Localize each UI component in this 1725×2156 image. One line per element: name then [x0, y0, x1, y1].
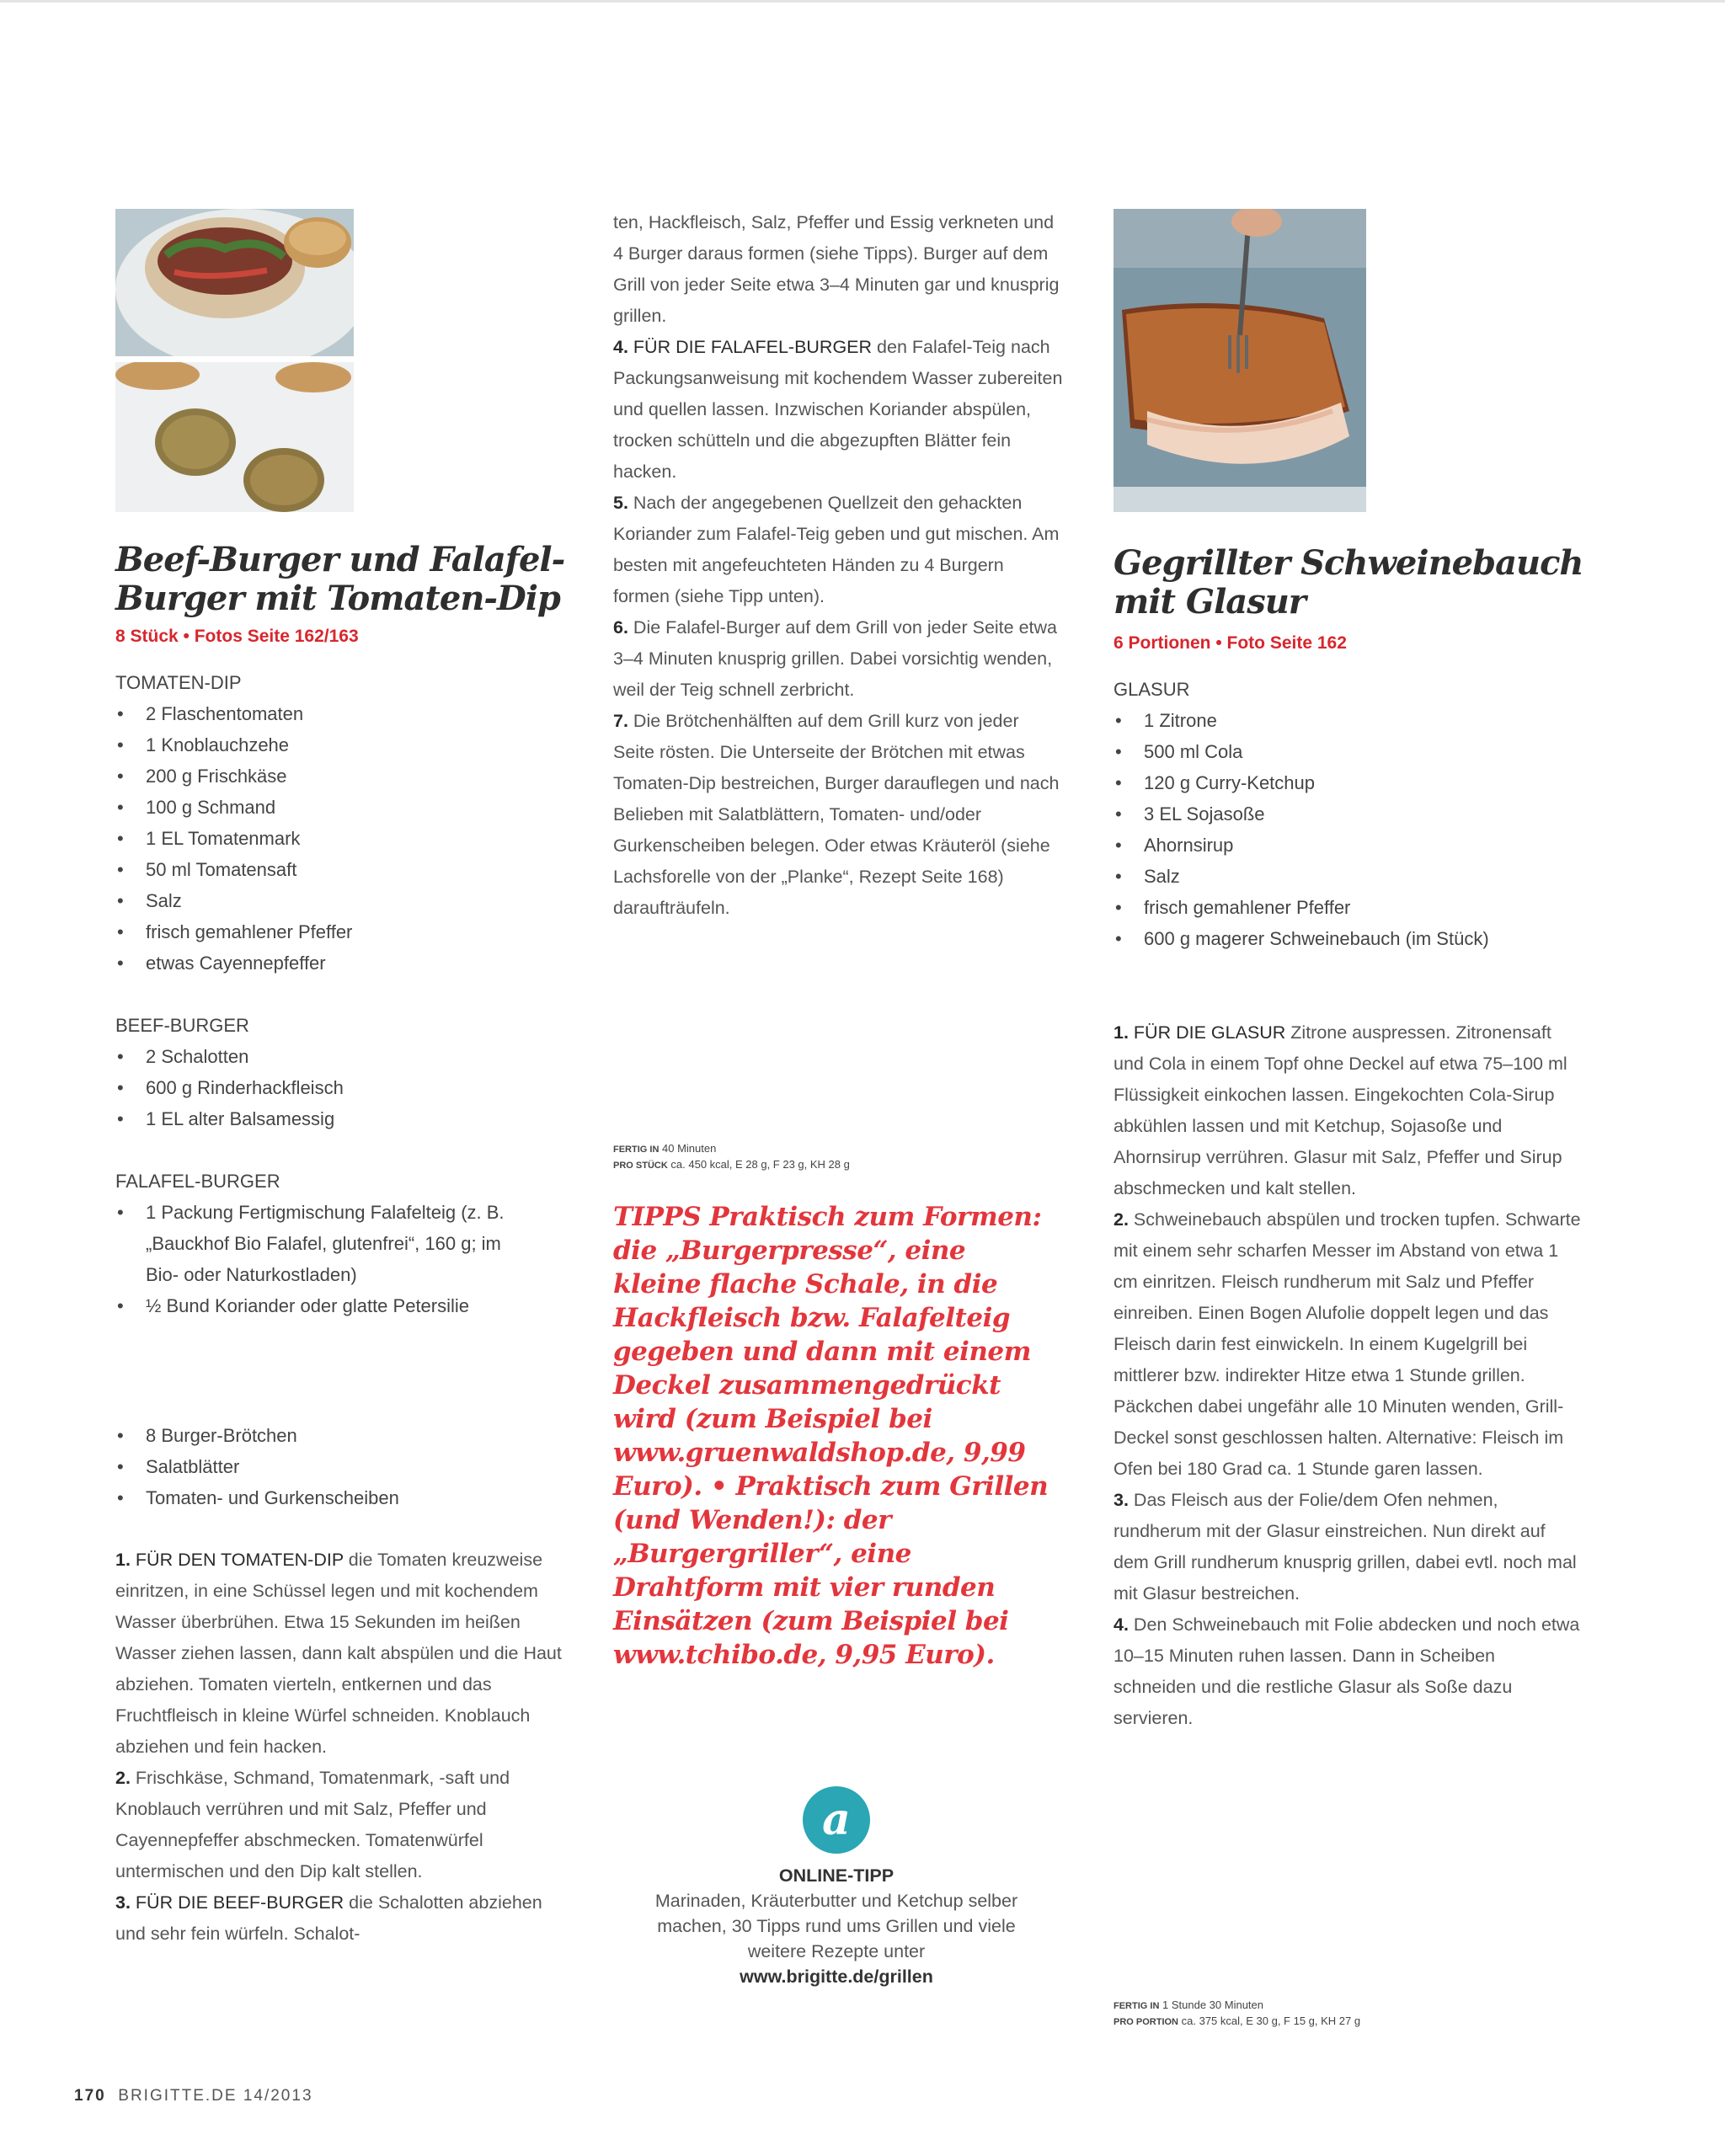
top-border	[0, 0, 1725, 3]
online-tip	[638, 1784, 1034, 1989]
ingredient: • 2 Schalotten	[115, 1041, 587, 1072]
tomato-dip-ingredients	[115, 667, 587, 979]
ingredient: • 1 Packung Fertigmischung Falafelteig (z. B. „Bauckhof Bio Falafel, glutenfrei“, 160 g; im Bio- oder Naturkostladen)	[115, 1197, 511, 1290]
recipe1-title: Beef-Burger und Falafel-Burger mit Tomaten-Dip	[115, 540, 565, 618]
recipe1-nutrition: FERTIG IN 40 Minuten PRO STÜCK ca. 450 kcal, E 28 g, F 23 g, KH 28 g	[613, 1142, 850, 1171]
ingredient: • Salz	[115, 885, 587, 916]
step: 7. Die Brötchenhälften auf dem Grill kurz von jeder Seite rösten. Die Unterseite der Brötchen mit etwas Tomaten-Dip bestreichen, Burger darauflegen und nach Belieben mit Salatblättern, Tomaten- und/oder Gurkenscheiben belegen. Oder etwas Kräuteröl (siehe Lachsforelle von der „Planke“, Rezept Seite 168) daraufträufeln.	[613, 711, 1060, 918]
publication: BRIGITTE.DE 14/2013	[118, 2087, 313, 2105]
recipe2-nutrition: FERTIG IN 1 Stunde 30 Minuten PRO PORTION ca. 375 kcal, E 30 g, F 15 g, KH 27 g	[1114, 1999, 1361, 2027]
step: 2. Frischkäse, Schmand, Tomatenmark, -saft und Knoblauch verrühren und mit Salz, Pfeffer und Cayennepfeffer abschmecken. Tomatenwürfel untermischen und den Dip kalt stellen.	[115, 1768, 510, 1881]
ingredient: • 600 g magerer Schweinebauch (im Stück)	[1114, 923, 1551, 954]
ingredient: • Ahornsirup	[1114, 830, 1551, 861]
tips-box	[613, 1200, 1051, 1672]
ingredient: • frisch gemahlener Pfeffer	[1114, 892, 1551, 923]
online-tip-link[interactable]: www.brigitte.de/grillen	[740, 1967, 933, 1987]
ingredient: • 8 Burger-Brötchen	[115, 1420, 587, 1451]
tips-label: TIPPS	[613, 1202, 702, 1232]
step: 4. Den Schweinebauch mit Folie abdecken und noch etwa 10–15 Minuten ruhen lassen. Dann in Scheiben schneiden und die restliche Glasur als Soße dazu servieren.	[1114, 1614, 1580, 1728]
step: 1. FÜR DEN TOMATEN-DIP die Tomaten kreuzweise einritzen, in eine Schüssel legen und mit kochendem Wasser überbrühen. Etwa 15 Sekunden im heißen Wasser ziehen lassen, dann kalt abspülen und die Haut abziehen. Tomaten vierteln, entkernen und das Fruchtfleisch in kleine Würfel schneiden. Knoblauch abziehen und fein hacken.	[115, 1550, 562, 1757]
beef-burger-heading: BEEF-BURGER	[115, 1015, 249, 1036]
ingredient: • 200 g Frischkäse	[115, 760, 587, 792]
ingredient: • Salz	[1114, 861, 1551, 892]
ingredient: • etwas Cayennepfeffer	[115, 947, 587, 979]
ingredient: • 50 ml Tomatensaft	[115, 854, 587, 885]
extra-ingredients	[115, 1420, 587, 1513]
step: 6. Die Falafel-Burger auf dem Grill von jeder Seite etwa 3–4 Minuten knusprig grillen. Dabei vorsichtig wenden, weil der Teig schnell zerbricht.	[613, 617, 1057, 700]
page-number: 170	[74, 2087, 106, 2105]
ingredient: • 500 ml Cola	[1114, 736, 1551, 767]
brigitte-logo-icon	[800, 1784, 873, 1856]
glaze-ingredients	[1114, 674, 1551, 954]
step: 2. Schweinebauch abspülen und trocken tupfen. Schwarte mit einem sehr scharfen Messer im Abstand von etwa 1 cm einritzen. Fleisch rundherum mit Salz und Pfeffer einreiben. Einen Bogen Alufolie doppelt legen und das Fleisch darin fest einwickeln. In einem Kugelgrill bei mittlerer bzw. indirekter Hitze etwa 1 Stunde grillen. Päckchen dabei ungefähr alle 10 Minuten wenden, Grill-Deckel sonst geschlossen halten. Alternative: Fleisch im Ofen bei 180 Grad ca. 1 Stunde garen lassen.	[1114, 1209, 1581, 1479]
tomato-dip-heading: TOMATEN-DIP	[115, 672, 242, 693]
ingredient: • 3 EL Sojasoße	[1114, 798, 1551, 830]
ingredient: • 120 g Curry-Ketchup	[1114, 767, 1551, 798]
tips-text: Praktisch zum Formen: die „Burgerpresse“, eine kleine flache Schale, in die Hackfleisch bzw. Falafelteig gegeben und dann mit einem Deckel zusammengedrückt wird (zum Beispiel bei www.gruenwaldshop.de, 9,99 Euro). • Praktisch zum Grillen (und Wenden!): der „Burgergriller“, eine Drahtform mit vier runden Einsätzen (zum Beispiel bei www.tchibo.de, 9,95 Euro).	[613, 1202, 1049, 1670]
ingredient: • Salatblätter	[115, 1451, 587, 1482]
step: 5. Nach der angegebenen Quellzeit den gehackten Koriander zum Falafel-Teig geben und gut mischen. Am besten mit angefeuchteten Händen zu 4 Burgern formen (siehe Tipp unten).	[613, 493, 1060, 606]
step: 3. FÜR DIE BEEF-BURGER die Schalotten abziehen und sehr fein würfeln. Schalot-	[115, 1892, 542, 1944]
step: 4. FÜR DIE FALAFEL-BURGER den Falafel-Teig nach Packungsanweisung mit kochendem Wasser zubereiten und quellen lassen. Inzwischen Koriander abspülen, trocken schütteln und die abgezupften Blätter fein hacken.	[613, 337, 1063, 482]
ingredient: • 1 Knoblauchzehe	[115, 729, 587, 760]
ingredient: • ½ Bund Koriander oder glatte Petersilie	[115, 1290, 511, 1321]
svg-text:a: a	[822, 1794, 851, 1845]
online-tip-text: Marinaden, Kräuterbutter und Ketchup selber machen, 30 Tipps rund ums Grillen und viele weitere Rezepte unter	[654, 1891, 1018, 1961]
recipe1-steps-part2	[613, 207, 1064, 924]
page-footer	[74, 2087, 313, 2105]
photo-beef-burger	[115, 209, 354, 356]
falafel-burger-ingredients	[115, 1166, 511, 1321]
recipe1-steps-part1	[115, 1545, 577, 1950]
ingredient: • 1 EL alter Balsamessig	[115, 1103, 587, 1134]
recipe2-title: Gegrillter Schweinebauch mit Glasur	[1114, 543, 1583, 622]
recipe2-meta: 6 Portionen • Foto Seite 162	[1114, 633, 1347, 653]
recipe1-meta: 8 Stück • Fotos Seite 162/163	[115, 627, 359, 646]
step-continued: ten, Hackfleisch, Salz, Pfeffer und Essig verkneten und 4 Burger daraus formen (siehe Tipps). Burger auf dem Grill von jeder Seite etwa 3–4 Minuten gar und knusprig grillen.	[613, 212, 1060, 326]
ingredient: • Tomaten- und Gurkenscheiben	[115, 1482, 587, 1513]
ingredient: • frisch gemahlener Pfeffer	[115, 916, 587, 947]
recipe2-steps	[1114, 1017, 1581, 1734]
glaze-heading: GLASUR	[1114, 679, 1190, 700]
ingredient: • 100 g Schmand	[115, 792, 587, 823]
photo-pork-belly	[1114, 209, 1366, 512]
online-tip-title: ONLINE-TIPP	[778, 1865, 895, 1886]
ingredient: • 2 Flaschentomaten	[115, 698, 587, 729]
ingredient: • 600 g Rinderhackfleisch	[115, 1072, 587, 1103]
step: 1. FÜR DIE GLASUR Zitrone auspressen. Zitronensaft und Cola in einem Topf ohne Deckel auf etwa 75–100 ml Flüssigkeit einkochen lassen. Eingekochten Cola-Sirup abkühlen lassen und mit Ketchup, Sojasoße und Ahornsirup verrühren. Glasur mit Salz, Pfeffer und Sirup abschmecken und kalt stellen.	[1114, 1022, 1567, 1198]
beef-burger-ingredients	[115, 1010, 587, 1134]
ingredient: • 1 Zitrone	[1114, 705, 1551, 736]
ingredient: • 1 EL Tomatenmark	[115, 823, 587, 854]
step: 3. Das Fleisch aus der Folie/dem Ofen nehmen, rundherum mit der Glasur einstreichen. Nun direkt auf dem Grill rundherum knusprig grillen, dabei evtl. noch mal mit Glasur bestreichen.	[1114, 1490, 1577, 1604]
falafel-burger-heading: FALAFEL-BURGER	[115, 1171, 280, 1192]
photo-falafel-burger	[115, 362, 354, 512]
